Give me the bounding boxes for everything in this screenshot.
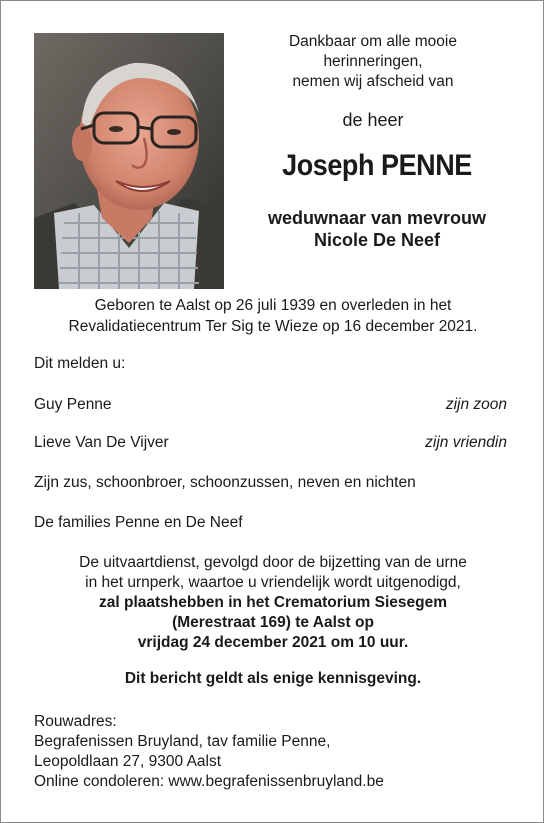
birth-line: Geboren te Aalst op 26 juli 1939 en overleden in het	[94, 297, 452, 314]
intro-line: Dankbaar om alle mooie	[288, 33, 457, 50]
mourner-relation: zijn vriendin	[425, 434, 507, 451]
family-line: Zijn zus, schoonbroer, schoonzussen, neven en nichten	[34, 474, 416, 491]
intro-line: nemen wij afscheid van	[292, 73, 454, 90]
mourner-name: Lieve Van De Vijver	[34, 434, 169, 451]
service-location: zal plaatshebben in het Crematorium Siesegem	[99, 594, 447, 611]
service-address: (Merestraat 169) te Aalst op	[172, 614, 374, 631]
widower-of	[246, 207, 508, 251]
mourning-address	[34, 712, 384, 792]
portrait-photo	[34, 33, 224, 289]
address-line: Begrafenissen Bruyland, tav familie Penne,	[34, 733, 331, 750]
spouse-name: Nicole De Neef	[313, 230, 441, 250]
address-label: Rouwadres:	[34, 713, 117, 730]
birth-death-info	[29, 295, 517, 337]
condolence-link[interactable]: Online condoleren: www.begrafenissenbruyland.be	[34, 773, 384, 790]
mourner-name: Guy Penne	[34, 396, 112, 413]
announce-text: Dit melden u:	[34, 355, 126, 372]
service-line: De uitvaartdienst, gevolgd door de bijzetting van de urne	[79, 554, 467, 571]
death-line: Revalidatiecentrum Ter Sig te Wieze op 16 december 2021.	[68, 318, 478, 335]
mourner-relation: zijn zoon	[445, 396, 507, 413]
notice-text: Dit bericht geldt als enige kennisgeving.	[124, 670, 422, 687]
family-line: De families Penne en De Neef	[34, 514, 243, 531]
title-prefix: de heer	[342, 110, 404, 130]
intro-line: herinneringen,	[323, 53, 423, 70]
deceased-name: Joseph PENNE	[282, 149, 472, 182]
intro-text	[263, 32, 483, 92]
funeral-service-info	[21, 553, 525, 653]
service-line: in het urnperk, waartoe u vriendelijk wordt uitgenodigd,	[85, 574, 461, 591]
widower-line: weduwnaar van mevrouw	[267, 208, 487, 228]
service-datetime: vrijdag 24 december 2021 om 10 uur.	[137, 634, 409, 651]
address-line: Leopoldlaan 27, 9300 Aalst	[34, 753, 222, 770]
